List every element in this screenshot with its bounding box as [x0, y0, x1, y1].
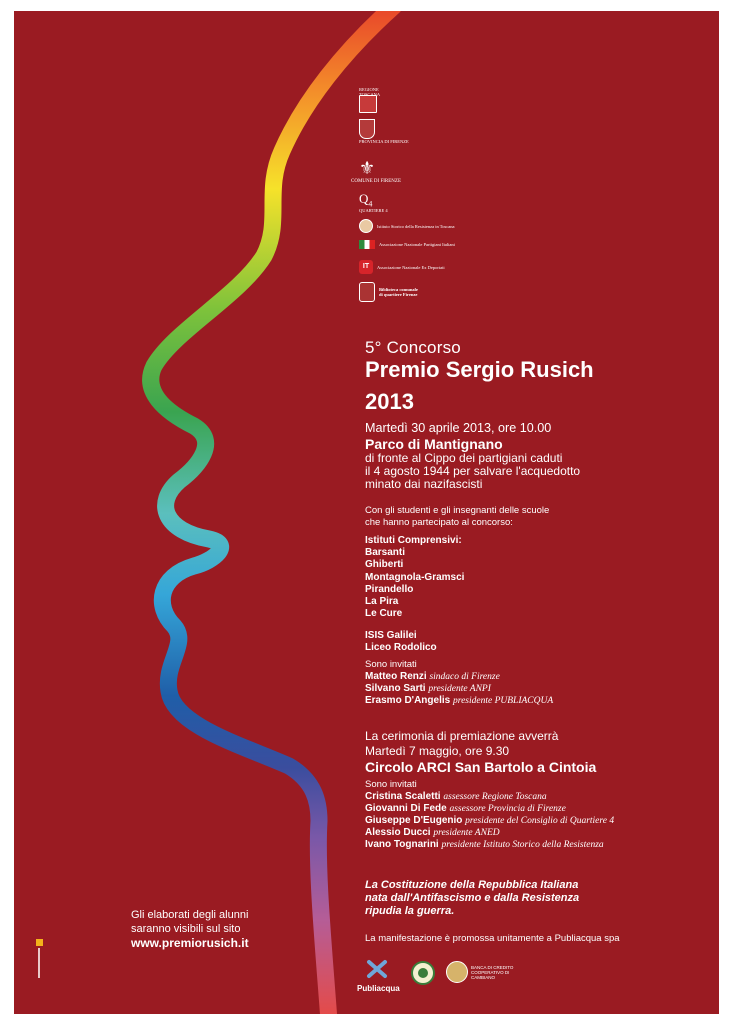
schools-intro-2: che hanno partecipato al concorso: [365, 516, 513, 528]
comune-firenze-logo: ⚜ COMUNE DI FIRENZE [351, 158, 401, 184]
quote-line: ripudia la guerra. [365, 905, 455, 917]
invited-person: Cristina Scaletti assessore Regione Toscana [365, 790, 547, 802]
seal-icon [418, 968, 428, 978]
anpi-icon [359, 240, 375, 249]
event2-place: Circolo ARCI San Bartolo a Cintoia [365, 759, 597, 775]
invited-person: Erasmo D'Angelis presidente PUBLIACQUA [365, 694, 554, 706]
school-item: Liceo Rodolico [365, 642, 437, 654]
prize-year: 2013 [365, 389, 414, 414]
anpi-logo: Associazione Nazionale Partigiani Italiani [359, 240, 455, 249]
invited1-heading: Sono invitati [365, 659, 417, 670]
provincia-firenze-icon [359, 119, 375, 139]
quartiere-4-logo: $Q_4$ QUARTIERE 4 [359, 191, 388, 213]
poster [14, 11, 719, 1014]
regione-toscana-icon [359, 95, 377, 113]
website-link[interactable]: www.premiorusich.it [131, 936, 249, 950]
invited2-heading: Sono invitati [365, 779, 417, 790]
publiacqua-logo [357, 959, 400, 993]
banca-logo [446, 961, 519, 983]
schools-intro [365, 505, 549, 528]
aned-logo: IT Associazione Nazionale Ex Deportati [359, 260, 445, 274]
event1 [365, 421, 580, 491]
event1-place: Parco di Mantignano [365, 436, 503, 452]
event1-date: Martedì 30 aprile 2013, ore 10.00 [365, 421, 552, 435]
bank-icon [446, 961, 468, 983]
banca-label: BANCA DI CREDITO COOPERATIVO DI CAMBIANO [471, 964, 514, 980]
contest-edition: 5° Concorso [365, 338, 461, 357]
prize-title: Premio Sergio Rusich [365, 357, 594, 382]
invited-list-2 [365, 779, 614, 852]
event1-desc-1: di fronte al Cippo dei partigiani caduti [365, 451, 563, 465]
school-item: Montagnola-Gramsci [365, 571, 465, 583]
quote-line: La Costituzione della Repubblica Italiana [365, 879, 579, 891]
website-note [131, 908, 249, 950]
event2-intro: La cerimonia di premiazione avverrà [365, 729, 559, 743]
regione-toscana-logo: REGIONE TOSCANA [359, 95, 377, 113]
schools-list [365, 535, 464, 620]
promo-text: La manifestazione è promossa unitamente a Publiacqua spa [365, 933, 620, 944]
round-seal-logo [411, 961, 435, 985]
event1-desc-2: il 4 agosto 1944 per salvare l'acquedotto [365, 464, 581, 478]
invited-person: Silvano Sarti presidente ANPI [365, 682, 491, 694]
publiacqua-label: Publiacqua [357, 984, 400, 993]
school-item: Pirandello [365, 583, 414, 595]
school-item: ISIS Galilei [365, 630, 417, 641]
invited-person: Alessio Ducci presidente ANED [365, 827, 500, 839]
publiacqua-icon [366, 959, 388, 979]
quote-line: nata dall'Antifascismo e dalla Resistenza [365, 892, 580, 904]
schools-heading: Istituti Comprensivi: [365, 535, 462, 546]
invited-person: Matteo Renzi sindaco di Firenze [365, 670, 500, 682]
q4-icon: $Q_4$ [359, 191, 373, 209]
other-schools [365, 630, 437, 654]
website-note-line1: Gli elaborati degli alunni [131, 909, 249, 921]
constitution-quote [365, 879, 579, 918]
schools-intro-1: Con gli studenti e gli insegnanti delle scuole [365, 505, 550, 516]
biblioteca-logo: Biblioteca comunale di quartiere Firenze [359, 282, 419, 302]
istituto-storico-logo: Istituto Storico della Resistenza in Toscana [359, 219, 454, 233]
school-item: La Pira [365, 596, 399, 608]
event2-date: Martedì 7 maggio, ore 9.30 [365, 744, 510, 758]
invited-person: Ivano Tognarini presidente Istituto Storico della Resistenza [365, 839, 604, 851]
event1-desc-3: minato dai nazifascisti [365, 477, 483, 491]
biblioteca-icon [359, 282, 375, 302]
event2 [365, 729, 596, 776]
invited-person: Giuseppe D'Eugenio presidente del Consiglio di Quartiere 4 [365, 814, 615, 826]
school-item: Barsanti [365, 547, 406, 559]
aned-icon: IT [359, 260, 373, 274]
school-item: Ghiberti [365, 559, 404, 571]
website-note-line2: saranno visibili sul sito [131, 923, 241, 935]
school-item: Le Cure [365, 608, 403, 620]
invited-list-1 [365, 659, 553, 707]
provincia-firenze-logo: PROVINCIA DI FIRENZE [359, 119, 375, 139]
istituto-storico-icon [359, 219, 373, 233]
print-code-mark [36, 939, 43, 979]
fleur-de-lis-icon: ⚜ [359, 158, 376, 178]
invited-person: Giovanni Di Fede assessore Provincia di Firenze [365, 802, 566, 814]
